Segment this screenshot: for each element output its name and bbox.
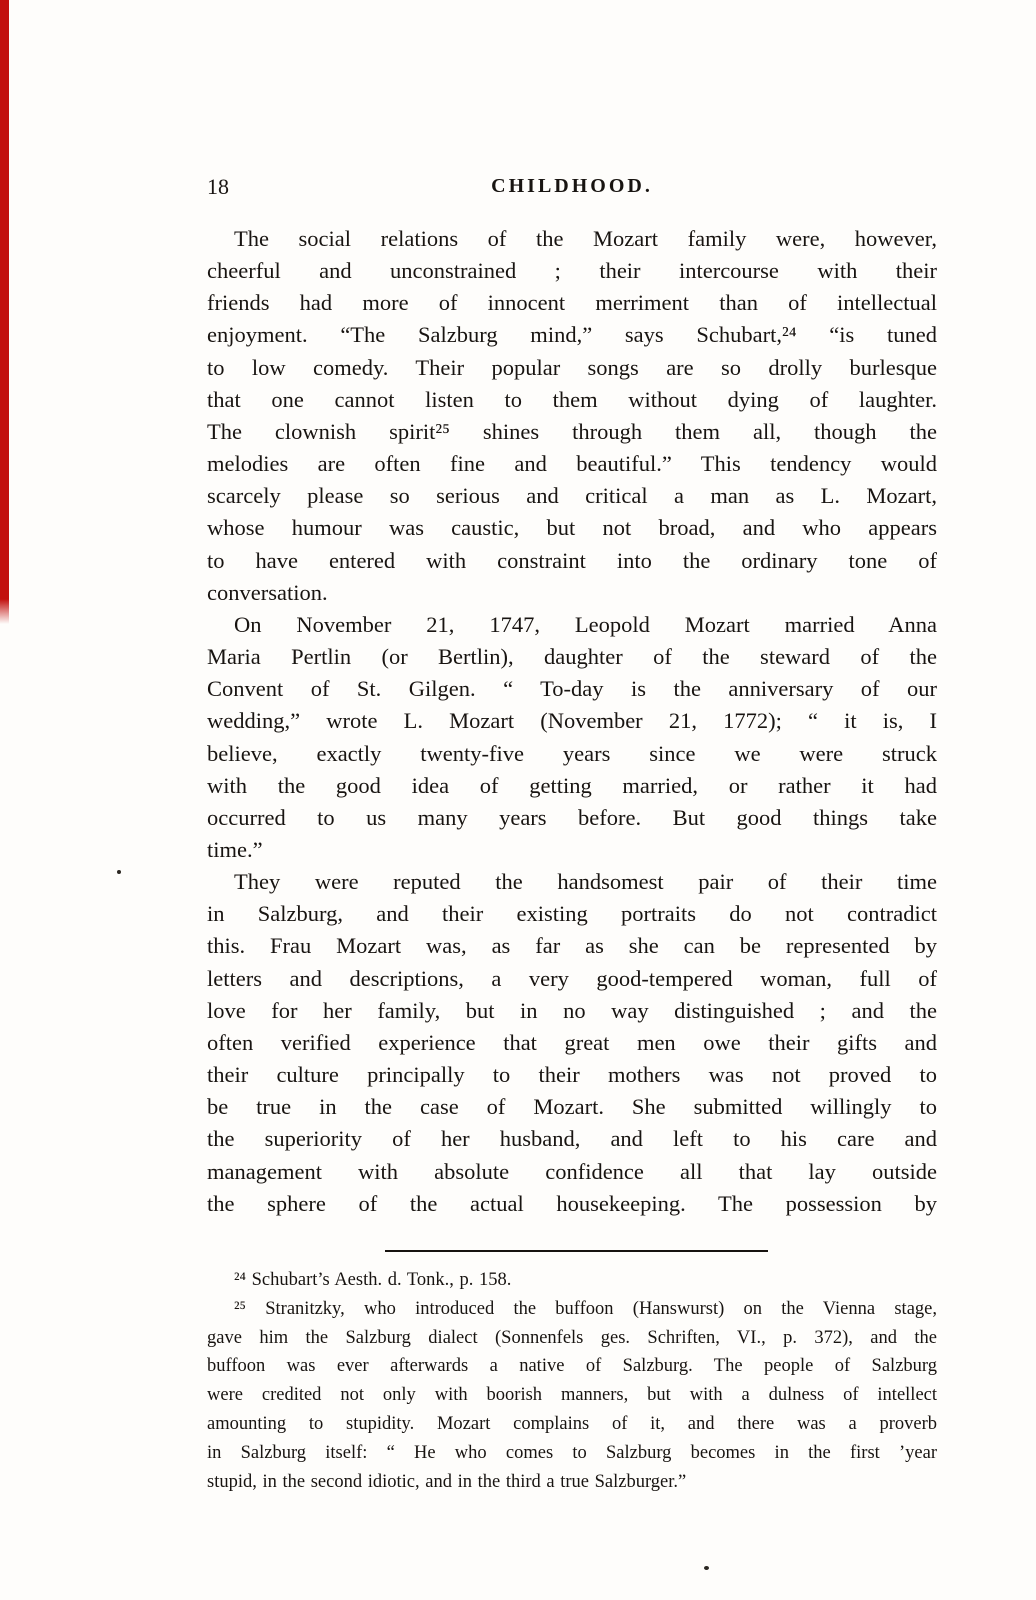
page-title: CHILDHOOD. — [491, 175, 653, 197]
running-header — [207, 172, 937, 202]
text-line: this. Frau Mozart was, as far as she can be represented by — [207, 933, 937, 959]
text-line: They were reputed the handsomest pair of their time — [234, 869, 937, 895]
text-line: time.” — [207, 836, 263, 862]
footnote-line: gave him the Salzburg dialect (Sonnenfels ges. Schriften, VI., p. 372), and the — [207, 1327, 937, 1348]
text-line: cheerful and unconstrained ; their intercourse with their — [207, 258, 937, 284]
bottom-ink-speck — [704, 1566, 709, 1570]
body-text — [207, 223, 937, 1220]
text-line: with the good idea of getting married, or rather it had — [207, 772, 937, 798]
text-line: often verified experience that great men owe their gifts and — [207, 1029, 937, 1055]
text-line: The social relations of the Mozart family were, however, — [234, 226, 937, 251]
text-line: wedding,” wrote L. Mozart (November 21, 1772); “ it is, I — [207, 708, 937, 734]
text-line: management with absolute confidence all that lay outside — [207, 1158, 937, 1184]
footnote-line: in Salzburg itself: “ He who comes to Salzburg becomes in the first ’year — [207, 1442, 937, 1463]
paragraph — [207, 866, 937, 1220]
footnote-line: were credited not only with boorish manners, but with a dulness of intellect — [207, 1385, 937, 1406]
footnote-line: amounting to stupidity. Mozart complains of it, and there was a proverb — [207, 1413, 937, 1434]
text-line: believe, exactly twenty-five years since we were struck — [207, 740, 937, 766]
text-line: letters and descriptions, a very good-tempered woman, full of — [207, 965, 937, 991]
text-line: conversation. — [207, 579, 328, 605]
page-number: 18 — [207, 174, 229, 199]
text-line: to low comedy. Their popular songs are so drolly burlesque — [207, 354, 937, 380]
text-line: On November 21, 1747, Leopold Mozart married Anna — [234, 611, 937, 637]
footnotes — [207, 1266, 937, 1496]
text-line: whose humour was caustic, but not broad, and who appears — [207, 515, 937, 541]
text-line: the sphere of the actual housekeeping. The possession by — [207, 1190, 937, 1216]
text-line: Maria Pertlin (or Bertlin), daughter of the steward of the — [207, 644, 937, 670]
text-line: melodies are often fine and beautiful.” This tendency would — [207, 451, 937, 477]
text-line: the superiority of her husband, and left to his care and — [207, 1126, 937, 1152]
footnote-line: stupid, in the second idiotic, and in the third a true Salzburger.” — [207, 1471, 687, 1492]
text-line: their culture principally to their mothers was not proved to — [207, 1062, 937, 1088]
paragraph — [207, 223, 937, 609]
scan-edge-artifact — [0, 0, 9, 624]
text-line: be true in the case of Mozart. She submitted willingly to — [207, 1094, 937, 1120]
text-line: love for her family, but in no way distinguished ; and the — [207, 997, 937, 1023]
footnote-divider — [385, 1250, 768, 1252]
text-line: that one cannot listen to them without dying of laughter. — [207, 386, 937, 412]
text-line: in Salzburg, and their existing portraits do not contradict — [207, 901, 937, 927]
text-line: to have entered with constraint into the ordinary tone of — [207, 547, 937, 573]
footnote-line: ²⁴ Schubart’s Aesth. d. Tonk., p. 158. — [234, 1270, 512, 1290]
footnote-line: ²⁵ Stranitzky, who introduced the buffoon (Hanswurst) on the Vienna stage, — [234, 1298, 937, 1319]
text-line: enjoyment. “The Salzburg mind,” says Schubart,²⁴ “is tuned — [207, 322, 937, 348]
text-line: Convent of St. Gilgen. “ To-day is the anniversary of our — [207, 676, 937, 702]
paragraph — [207, 609, 937, 866]
footnote-line: buffoon was ever afterwards a native of Salzburg. The people of Salzburg — [207, 1356, 937, 1377]
text-line: occurred to us many years before. But good things take — [207, 804, 937, 830]
margin-ink-speck — [117, 870, 121, 874]
text-line: scarcely please so serious and critical a man as L. Mozart, — [207, 483, 937, 509]
text-line: The clownish spirit²⁵ shines through them all, though the — [207, 418, 937, 444]
text-line: friends had more of innocent merriment than of intellectual — [207, 290, 937, 316]
